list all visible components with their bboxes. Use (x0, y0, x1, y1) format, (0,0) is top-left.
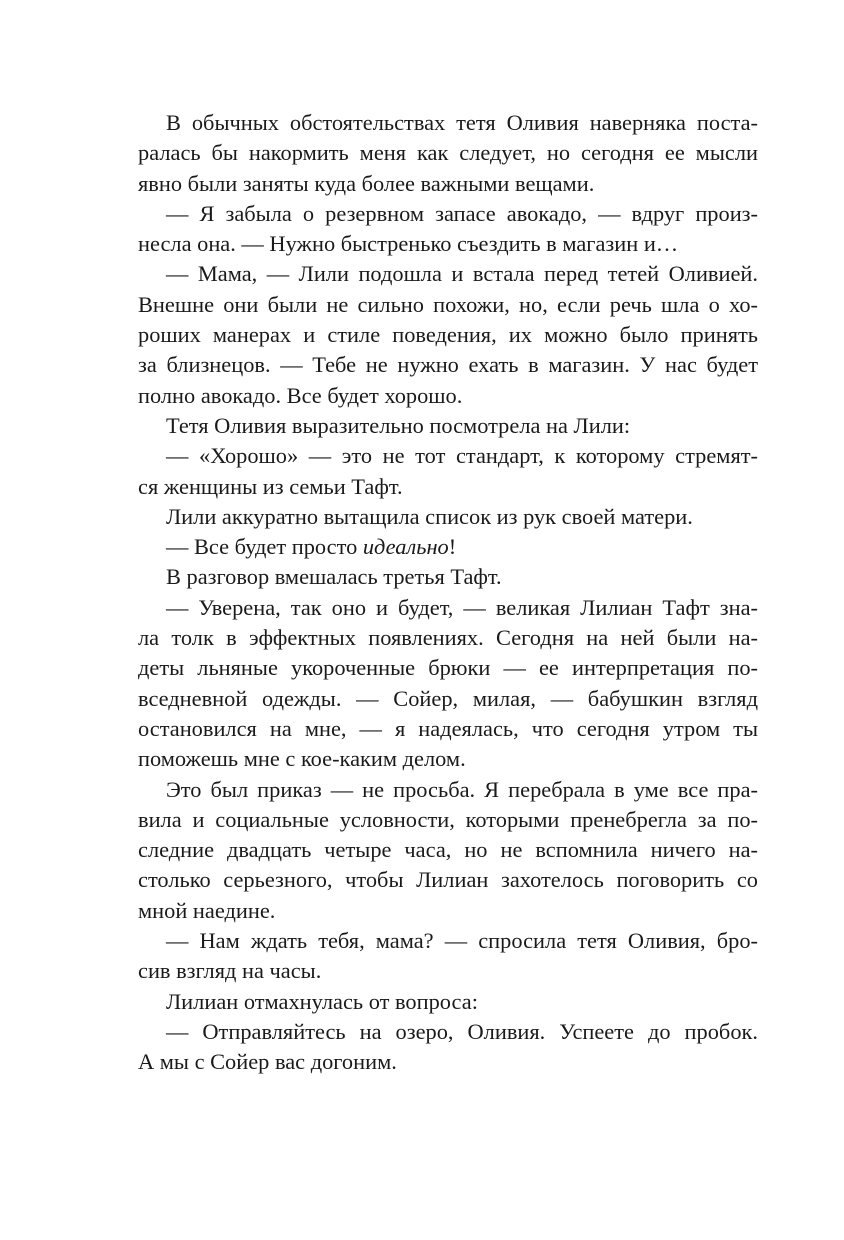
text-line: следние двадцать четыре часа, но не вспомнила ничего на- (138, 837, 758, 863)
text-line: вила и социальные условности, которыми пренебрегла за по- (138, 806, 758, 832)
text-line: — Мама, — Лили подошла и встала перед тетей Оливией. (166, 261, 758, 287)
text-line: сив взгляд на часы. (138, 958, 322, 984)
text-line: остановился на мне, — я надеялась, что сегодня утром ты (138, 715, 758, 741)
text-run: — Все будет просто (166, 534, 363, 560)
text-line: столько серьезного, чтобы Лилиан захотелось поговорить со (138, 867, 758, 893)
text-line: явно были заняты куда более важными вещами. (138, 170, 595, 196)
text-line: вседневной одежды. — Сойер, милая, — бабушкин взгляд (138, 685, 758, 711)
text-run: ! (448, 534, 457, 560)
text-line: — Отправляйтесь на озеро, Оливия. Успеете до пробок. (166, 1018, 758, 1044)
text-line: — «Хорошо» — это не тот стандарт, к которому стремят- (166, 443, 758, 469)
text-line: Внешне они были не сильно похожи, но, если речь шла о хо- (138, 291, 758, 317)
text-line-emphasis (138, 532, 758, 562)
emphasis-word: идеально (362, 534, 449, 560)
text-line: ся женщины из семьи Тафт. (138, 473, 403, 499)
text-line: Тетя Оливия выразительно посмотрела на Лили: (166, 412, 631, 438)
text-line: ла толк в эффектных появлениях. Сегодня на ней были на- (138, 625, 758, 651)
text-line: полно авокадо. Все будет хорошо. (138, 382, 463, 408)
text-line: — Я забыла о резервном запасе авокадо, — вдруг произ- (166, 200, 758, 226)
text-line: деты льняные укороченные брюки — ее интерпретация по- (138, 655, 758, 681)
text-line: за близнецов. — Тебе не нужно ехать в магазин. У нас будет (138, 352, 758, 378)
text-line: А мы с Сойер вас догоним. (138, 1049, 397, 1075)
text-line: Это был приказ — не просьба. Я перебрала в уме все пра- (166, 776, 758, 802)
text-line: Лилиан отмахнулась от вопроса: (166, 988, 478, 1014)
body-text (138, 108, 758, 1078)
text-line: В разговор вмешалась третья Тафт. (166, 564, 502, 590)
text-line: — Уверена, так оно и будет, — великая Лилиан Тафт зна- (166, 594, 758, 620)
text-line: несла она. — Нужно быстренько съездить в магазин и… (138, 231, 679, 257)
text-line: Лили аккуратно вытащила список из рук своей матери. (166, 503, 693, 529)
text-line: поможешь мне с кое-каким делом. (138, 746, 466, 772)
text-line: мной наедине. (138, 897, 276, 923)
text-line: ралась бы накормить меня как следует, но сегодня ее мысли (138, 140, 758, 166)
text-line: роших манерах и стиле поведения, их можно было принять (138, 322, 758, 348)
text-line: В обычных обстоятельствах тетя Оливия наверняка поста- (166, 110, 758, 135)
text-line: — Нам ждать тебя, мама? — спросила тетя Оливия, бро- (166, 928, 758, 954)
